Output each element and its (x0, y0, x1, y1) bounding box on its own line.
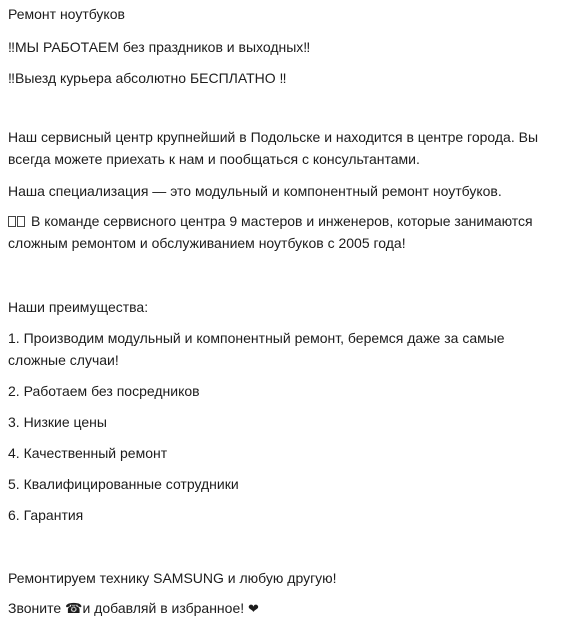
team-line: сложным ремонтом и обслуживанием ноутбуков с 2005 года! (8, 235, 406, 251)
advantage-line: 1. Производим модульный и компонентный ремонт, беремся даже за самые (8, 330, 505, 346)
post-title: Ремонт ноутбуков (8, 6, 125, 22)
about-line: всегда можете приехать к нам и пообщаться с консультантами. (8, 151, 420, 167)
call-text: Звоните (8, 600, 66, 616)
advantages-heading: Наши преимущества: (8, 299, 149, 315)
call-to-action (8, 598, 259, 619)
advantage-line: сложные случаи! (8, 352, 119, 368)
heart-icon: ❤ (248, 601, 259, 616)
advantage-item (8, 327, 564, 371)
advantage-item: 2. Работаем без посредников (8, 383, 200, 399)
unknown-emoji-icon (17, 216, 25, 227)
advantage-item: 4. Качественный ремонт (8, 445, 168, 461)
phone-icon: ☎ (65, 600, 83, 616)
team-line: В команде сервисного центра 9 мастеров и инженеров, которые занимаются (8, 210, 564, 232)
advantage-item: 6. Гарантия (8, 507, 84, 523)
promo-no-days-off: ‼МЫ РАБОТАЕМ без праздников и выходных‼ (8, 39, 311, 55)
team-paragraph (8, 210, 564, 254)
specialization-text: Наша специализация — это модульный и компонентный ремонт ноутбуков. (8, 183, 502, 199)
advantage-item: 3. Низкие цены (8, 414, 107, 430)
call-text: и добавляй в избранное! (82, 600, 249, 616)
unknown-emoji-icon (8, 216, 16, 227)
promo-free-courier: ‼Выезд курьера абсолютно БЕСПЛАТНО ‼ (8, 70, 287, 86)
advantage-item: 5. Квалифицированные сотрудники (8, 476, 239, 492)
repair-note: Ремонтируем технику SAMSUNG и любую другую! (8, 570, 337, 586)
about-line: Наш сервисный центр крупнейший в Подольске и находится в центре города. Вы (8, 129, 539, 145)
about-paragraph (8, 126, 564, 170)
